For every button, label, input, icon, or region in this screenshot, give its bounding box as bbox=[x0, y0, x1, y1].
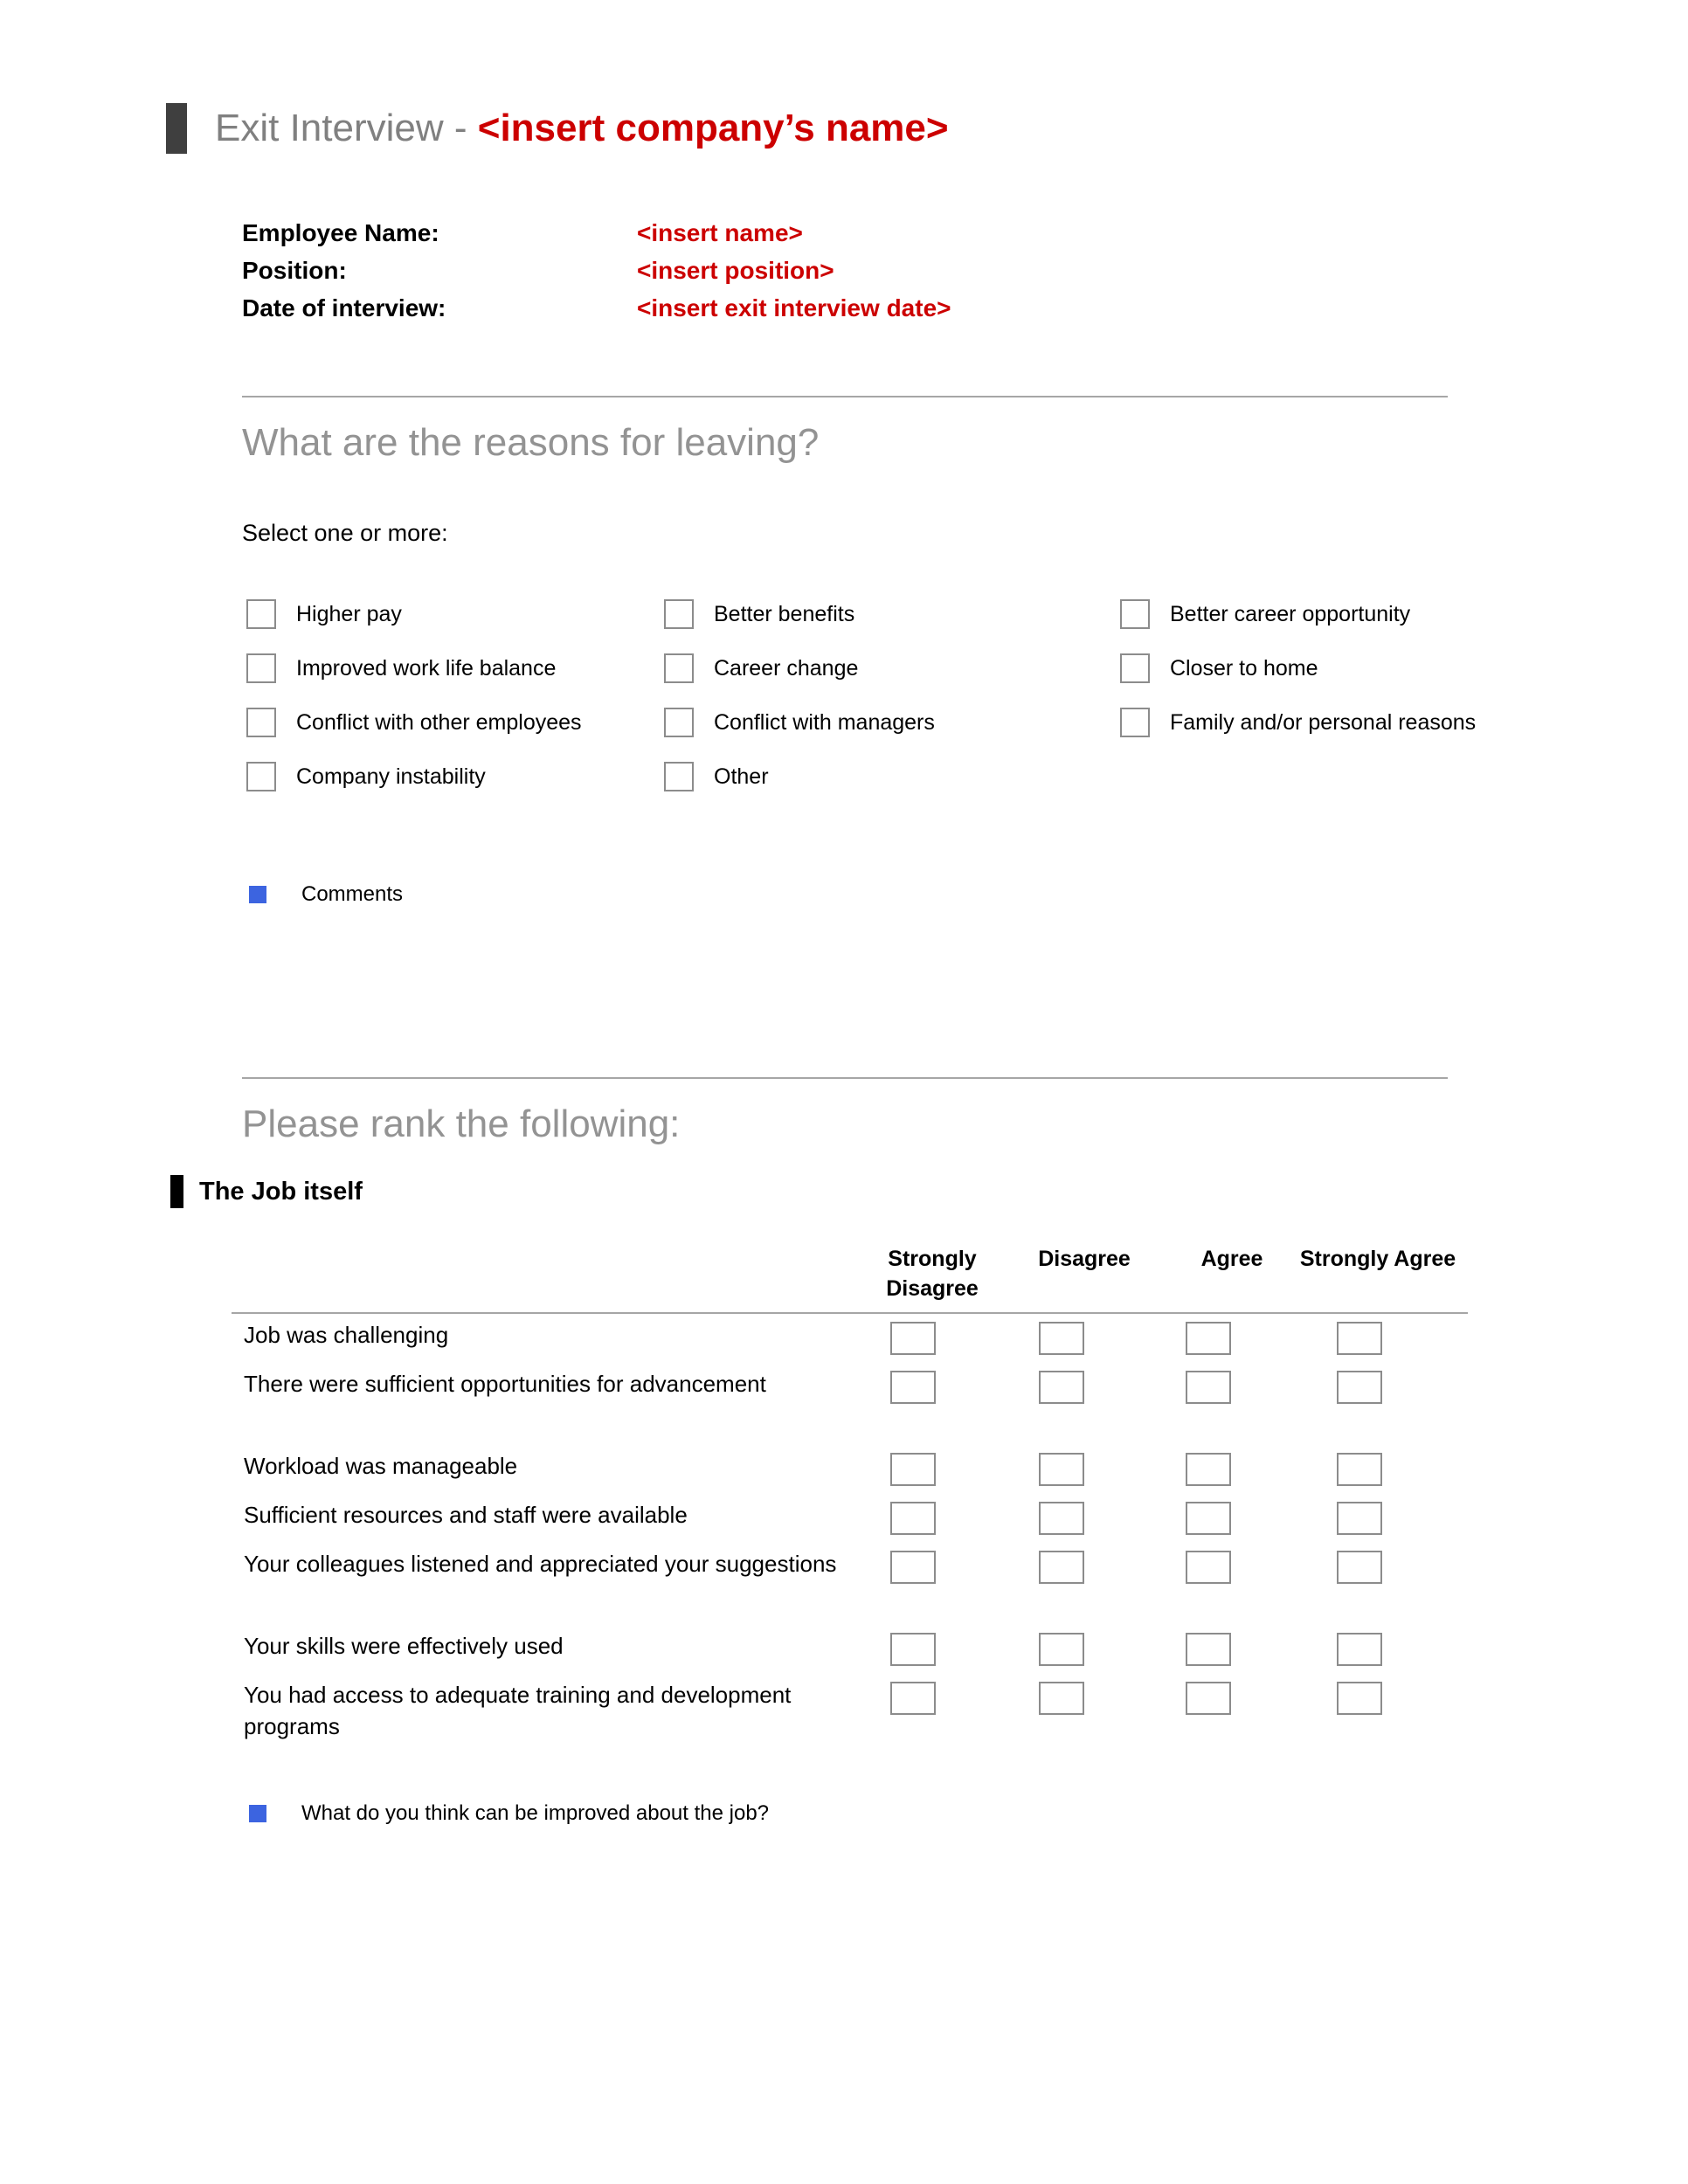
reason-option-label: Conflict with other employees bbox=[296, 709, 582, 735]
reason-option-label: Better career opportunity bbox=[1170, 601, 1411, 626]
reasons-column-1 bbox=[246, 587, 582, 804]
title-accent-bar-icon bbox=[166, 103, 187, 154]
checkbox-icon[interactable] bbox=[664, 653, 694, 683]
rating-checkbox-agree[interactable] bbox=[1186, 1551, 1231, 1584]
rating-statement: Workload was manageable bbox=[244, 1453, 518, 1479]
checkbox-icon[interactable] bbox=[1120, 653, 1150, 683]
improve-question-bullet-row bbox=[249, 1801, 769, 1826]
checkbox-icon[interactable] bbox=[1120, 708, 1150, 737]
table-row bbox=[232, 1545, 1468, 1627]
detail-value[interactable]: <insert exit interview date> bbox=[637, 294, 951, 321]
section-divider-reasons bbox=[242, 396, 1448, 397]
rating-checkbox-strongly-disagree[interactable] bbox=[890, 1633, 936, 1666]
reason-option-label: Improved work life balance bbox=[296, 655, 557, 681]
title-placeholder-company: <insert company’s name> bbox=[477, 107, 949, 149]
rating-checkbox-strongly-disagree[interactable] bbox=[890, 1551, 936, 1584]
reason-option-label: Higher pay bbox=[296, 601, 402, 626]
reason-option-company-instability[interactable] bbox=[246, 750, 582, 804]
rating-checkbox-strongly-agree[interactable] bbox=[1337, 1682, 1382, 1715]
select-one-or-more-prompt: Select one or more: bbox=[242, 520, 448, 546]
section-divider-rank bbox=[242, 1077, 1448, 1079]
rating-checkbox-disagree[interactable] bbox=[1039, 1453, 1084, 1486]
rating-checkbox-strongly-disagree[interactable] bbox=[890, 1502, 936, 1535]
table-row bbox=[232, 1447, 1468, 1496]
reason-option-conflict-with-managers[interactable] bbox=[664, 695, 935, 750]
blue-square-bullet-icon bbox=[249, 886, 266, 903]
reason-option-better-benefits[interactable] bbox=[664, 587, 935, 641]
rating-checkbox-strongly-agree[interactable] bbox=[1337, 1371, 1382, 1404]
rating-statement: There were sufficient opportunities for advancement bbox=[244, 1371, 766, 1397]
rating-column-header-disagree: Disagree bbox=[1038, 1247, 1131, 1271]
checkbox-icon[interactable] bbox=[246, 762, 276, 791]
reason-option-label: Company instability bbox=[296, 764, 486, 789]
rating-column-header-strongly-agree: Strongly Agree bbox=[1299, 1247, 1456, 1271]
checkbox-icon[interactable] bbox=[246, 599, 276, 629]
reason-option-better-career-opportunity[interactable] bbox=[1120, 587, 1476, 641]
rating-table-body bbox=[232, 1314, 1468, 1758]
rating-table-header bbox=[232, 1244, 1468, 1312]
comments-bullet-row bbox=[249, 882, 403, 907]
rating-checkbox-agree[interactable] bbox=[1186, 1371, 1231, 1404]
subsection-title: The Job itself bbox=[199, 1177, 363, 1206]
checkbox-icon[interactable] bbox=[664, 762, 694, 791]
table-row bbox=[232, 1496, 1468, 1545]
reason-option-other[interactable] bbox=[664, 750, 935, 804]
rating-checkbox-strongly-agree[interactable] bbox=[1337, 1453, 1382, 1486]
reason-option-label: Family and/or personal reasons bbox=[1170, 709, 1477, 735]
rating-checkbox-disagree[interactable] bbox=[1039, 1551, 1084, 1584]
rating-statement: You had access to adequate training and development programs bbox=[244, 1682, 792, 1739]
rating-checkbox-strongly-disagree[interactable] bbox=[890, 1371, 936, 1404]
rating-statement: Sufficient resources and staff were available bbox=[244, 1502, 688, 1528]
section-heading-rank: Please rank the following: bbox=[242, 1102, 681, 1145]
blue-square-bullet-icon bbox=[249, 1805, 266, 1822]
rating-checkbox-disagree[interactable] bbox=[1039, 1633, 1084, 1666]
table-row bbox=[232, 1365, 1468, 1447]
table-row bbox=[232, 1676, 1468, 1758]
subsection-accent-bar-icon bbox=[170, 1175, 183, 1208]
rating-checkbox-strongly-agree[interactable] bbox=[1337, 1633, 1382, 1666]
subsection-the-job-itself bbox=[170, 1175, 363, 1208]
employee-details bbox=[242, 214, 951, 327]
rating-checkbox-disagree[interactable] bbox=[1039, 1371, 1084, 1404]
checkbox-icon[interactable] bbox=[246, 708, 276, 737]
rating-checkbox-disagree[interactable] bbox=[1039, 1322, 1084, 1355]
reasons-column-2 bbox=[664, 587, 935, 804]
rating-checkbox-disagree[interactable] bbox=[1039, 1682, 1084, 1715]
rating-checkbox-strongly-agree[interactable] bbox=[1337, 1551, 1382, 1584]
rating-checkbox-agree[interactable] bbox=[1186, 1682, 1231, 1715]
rating-checkbox-strongly-agree[interactable] bbox=[1337, 1502, 1382, 1535]
checkbox-icon[interactable] bbox=[1120, 599, 1150, 629]
detail-label: Employee Name: bbox=[242, 219, 439, 246]
rating-checkbox-strongly-disagree[interactable] bbox=[890, 1322, 936, 1355]
detail-label: Position: bbox=[242, 257, 347, 284]
checkbox-icon[interactable] bbox=[664, 708, 694, 737]
reason-option-label: Career change bbox=[714, 655, 859, 681]
reason-option-label: Closer to home bbox=[1170, 655, 1318, 681]
reason-option-improved-work-life-balance[interactable] bbox=[246, 641, 582, 695]
rating-checkbox-strongly-disagree[interactable] bbox=[890, 1682, 936, 1715]
rating-statement: Job was challenging bbox=[244, 1322, 449, 1348]
rating-checkbox-agree[interactable] bbox=[1186, 1453, 1231, 1486]
rating-checkbox-strongly-disagree[interactable] bbox=[890, 1453, 936, 1486]
rating-checkbox-agree[interactable] bbox=[1186, 1322, 1231, 1355]
rating-statement: Your skills were effectively used bbox=[244, 1633, 564, 1659]
checkbox-icon[interactable] bbox=[664, 599, 694, 629]
page-title bbox=[166, 103, 949, 154]
rating-column-header-agree: Agree bbox=[1200, 1247, 1263, 1271]
detail-row-employee-name bbox=[242, 214, 951, 252]
reason-option-family-and-or-personal-reasons[interactable] bbox=[1120, 695, 1476, 750]
detail-row-position bbox=[242, 252, 951, 289]
reason-option-higher-pay[interactable] bbox=[246, 587, 582, 641]
reason-option-conflict-with-other-employees[interactable] bbox=[246, 695, 582, 750]
detail-label: Date of interview: bbox=[242, 294, 446, 321]
reason-option-career-change[interactable] bbox=[664, 641, 935, 695]
reason-option-label: Other bbox=[714, 764, 769, 789]
detail-value[interactable]: <insert name> bbox=[637, 219, 803, 246]
rating-statement: Your colleagues listened and appreciated your suggestions bbox=[244, 1551, 837, 1577]
reason-option-closer-to-home[interactable] bbox=[1120, 641, 1476, 695]
rating-checkbox-agree[interactable] bbox=[1186, 1502, 1231, 1535]
reasons-column-3 bbox=[1120, 587, 1476, 750]
rating-checkbox-agree[interactable] bbox=[1186, 1633, 1231, 1666]
table-row bbox=[232, 1627, 1468, 1676]
improve-question-label: What do you think can be improved about the job? bbox=[301, 1801, 770, 1825]
rating-column-header-strongly-disagree: Strongly Disagree bbox=[886, 1247, 979, 1301]
detail-value[interactable]: <insert position> bbox=[637, 257, 834, 284]
title-text bbox=[215, 109, 949, 148]
rating-checkbox-strongly-agree[interactable] bbox=[1337, 1322, 1382, 1355]
reason-option-label: Conflict with managers bbox=[714, 709, 935, 735]
table-row bbox=[232, 1314, 1468, 1365]
rating-table bbox=[232, 1244, 1468, 1739]
reason-option-label: Better benefits bbox=[714, 601, 855, 626]
detail-row-date-of-interview bbox=[242, 289, 951, 327]
section-heading-reasons: What are the reasons for leaving? bbox=[242, 421, 820, 464]
comments-label: Comments bbox=[301, 882, 404, 906]
rating-checkbox-disagree[interactable] bbox=[1039, 1502, 1084, 1535]
title-main-text: Exit Interview - bbox=[215, 107, 478, 149]
checkbox-icon[interactable] bbox=[246, 653, 276, 683]
